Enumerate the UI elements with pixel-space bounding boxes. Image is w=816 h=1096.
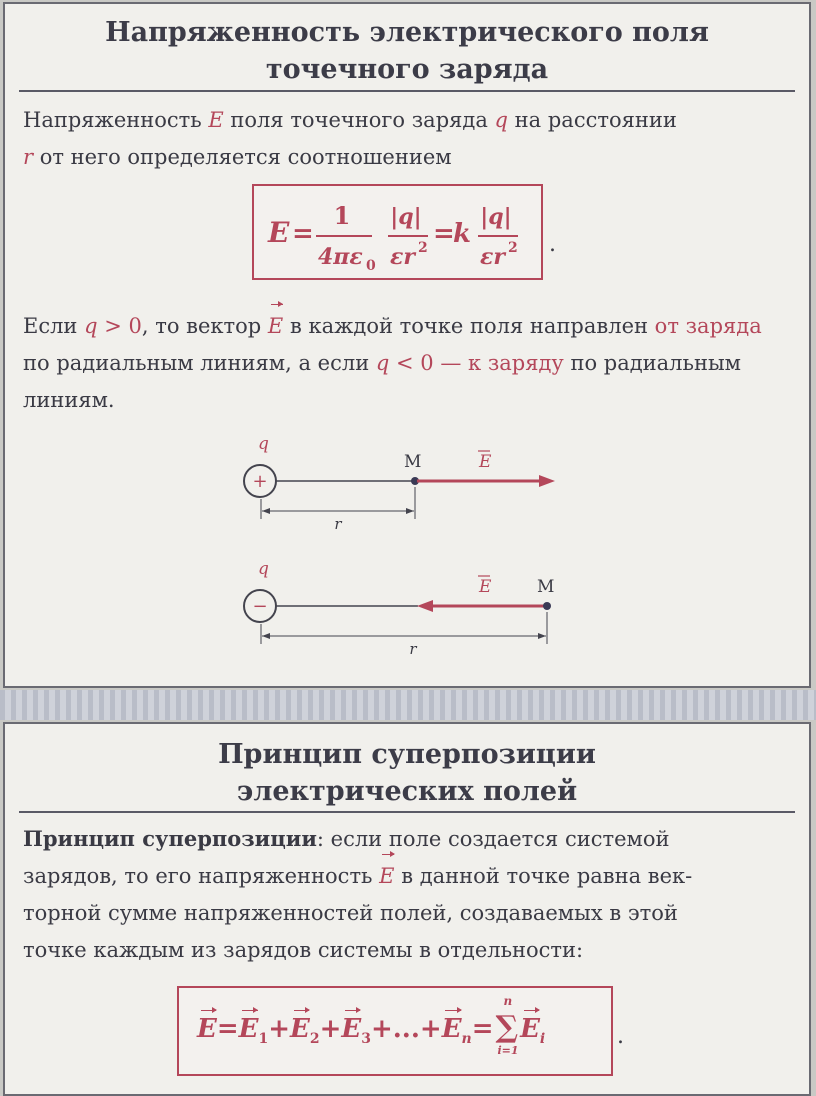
- formula-E3: E: [341, 1014, 362, 1044]
- card2-title-line1: Принцип суперпозиции: [218, 739, 596, 770]
- direction-to-charge: к заряду: [468, 351, 564, 375]
- diagram-negative-charge: [225, 554, 585, 662]
- principle-term: Принцип суперпозиции: [23, 826, 317, 851]
- charge-label-q: q: [258, 434, 269, 454]
- formula-point-charge: [254, 186, 541, 278]
- text: =: [216, 1014, 239, 1044]
- card-point-charge-field: [3, 2, 811, 688]
- distance-arrow-left: [262, 508, 270, 514]
- condition-positive: > 0: [97, 314, 142, 338]
- formula-superposition: [197, 994, 546, 1057]
- text: точке каждым из зарядов системы в отдельности:: [23, 938, 584, 962]
- text: +: [268, 1014, 290, 1044]
- formula-box-point-charge: [252, 184, 543, 280]
- text: зарядов, то его напряженность: [23, 864, 380, 888]
- formula2-period: .: [617, 1024, 624, 1049]
- summation: [495, 994, 519, 1057]
- card2-paragraph: [23, 820, 793, 969]
- formula-num3: |q|: [480, 204, 512, 230]
- text: поля точечного заряда: [223, 108, 495, 132]
- formula-eq1: =: [292, 219, 314, 249]
- text: , то вектор: [141, 314, 268, 338]
- direction-from-charge: от заряда: [654, 314, 762, 338]
- formula-den3: εr: [480, 244, 505, 270]
- text: от него определяется соотношением: [33, 145, 452, 169]
- card2-title-line2: электрических полей: [236, 776, 578, 807]
- sum-upper: n: [503, 994, 513, 1008]
- plus-sign: +: [252, 471, 268, 492]
- distance-label-r: r: [409, 640, 417, 658]
- field-arrow-head: [539, 475, 555, 487]
- formula-E1: E: [238, 1014, 259, 1044]
- text: Напряженность: [23, 108, 209, 132]
- point-M-label: M: [404, 452, 422, 472]
- vector-E: E: [268, 308, 283, 345]
- point-M: [543, 602, 551, 610]
- formula-E2: E: [290, 1014, 310, 1044]
- formula-num2: |q|: [390, 204, 422, 230]
- vector-E: E: [379, 858, 394, 895]
- diagram-positive-charge: [225, 429, 585, 537]
- formula-Ei: E: [520, 1014, 540, 1044]
- text: торной сумме напряженностей полей, создаваемых в этой: [23, 901, 678, 925]
- text: 1: [258, 1031, 269, 1048]
- symbol-E: E: [208, 108, 224, 132]
- text: по радиальным линиям.: [23, 351, 741, 412]
- distance-arrow-right: [538, 633, 546, 639]
- distance-arrow-right: [406, 508, 414, 514]
- card-superposition: [3, 722, 811, 1096]
- card1-paragraph2: [23, 308, 793, 419]
- sum-lower: i=1: [497, 1044, 519, 1057]
- formula-eq2: =: [433, 219, 455, 249]
- text: =: [471, 1014, 494, 1044]
- text: 2: [309, 1031, 320, 1048]
- field-label-E: E: [479, 452, 492, 472]
- field-arrow-head: [417, 600, 433, 612]
- formula-box-superposition: [177, 986, 613, 1076]
- text: i: [539, 1031, 546, 1048]
- formula-den3-sup: 2: [508, 240, 518, 256]
- text: +...+: [370, 1014, 442, 1044]
- formula-k: k: [453, 219, 472, 249]
- card1-title-rule: [19, 90, 795, 92]
- text: +: [319, 1014, 342, 1044]
- sum-sign: ∑: [495, 1010, 519, 1045]
- card2-title-rule: [19, 811, 795, 813]
- card1-title-line1: Напряженность электрического поля: [105, 17, 709, 48]
- text: в каждой точке поля направлен: [283, 314, 655, 338]
- symbol-q: q: [375, 351, 390, 375]
- formula-num1: 1: [333, 201, 351, 230]
- formula-En: E: [441, 1014, 462, 1044]
- card1-title: [5, 14, 809, 88]
- symbol-q: q: [494, 108, 508, 132]
- text: в данной точке равна век-: [394, 864, 693, 888]
- condition-negative: < 0 —: [389, 351, 469, 375]
- symbol-q: q: [84, 314, 98, 338]
- text: по радиальным линиям, а если: [23, 351, 376, 375]
- card1-paragraph1: [23, 102, 793, 176]
- symbol-r: r: [23, 145, 34, 169]
- card1-title-line2: точечного заряда: [265, 54, 549, 85]
- minus-sign: −: [252, 596, 268, 617]
- formula-E: E: [268, 216, 290, 249]
- point-M-label: M: [537, 577, 555, 597]
- text: n: [461, 1031, 472, 1048]
- text: на расстоянии: [507, 108, 677, 132]
- page-gap-texture: [0, 690, 816, 720]
- charge-label-q: q: [258, 559, 269, 579]
- field-label-E: E: [479, 577, 492, 597]
- formula-den1-sub: 0: [366, 258, 376, 274]
- text: Если: [23, 314, 85, 338]
- formula-den2-sup: 2: [418, 240, 428, 256]
- text: 3: [361, 1031, 371, 1048]
- distance-arrow-left: [262, 633, 270, 639]
- formula1-period: .: [549, 232, 556, 257]
- distance-label-r: r: [334, 515, 342, 533]
- formula-E: E: [197, 1014, 217, 1044]
- text: : если поле создается системой: [316, 827, 670, 851]
- card2-title: [5, 736, 809, 810]
- formula-den1: 4πε: [318, 244, 363, 270]
- formula-den2: εr: [390, 244, 415, 270]
